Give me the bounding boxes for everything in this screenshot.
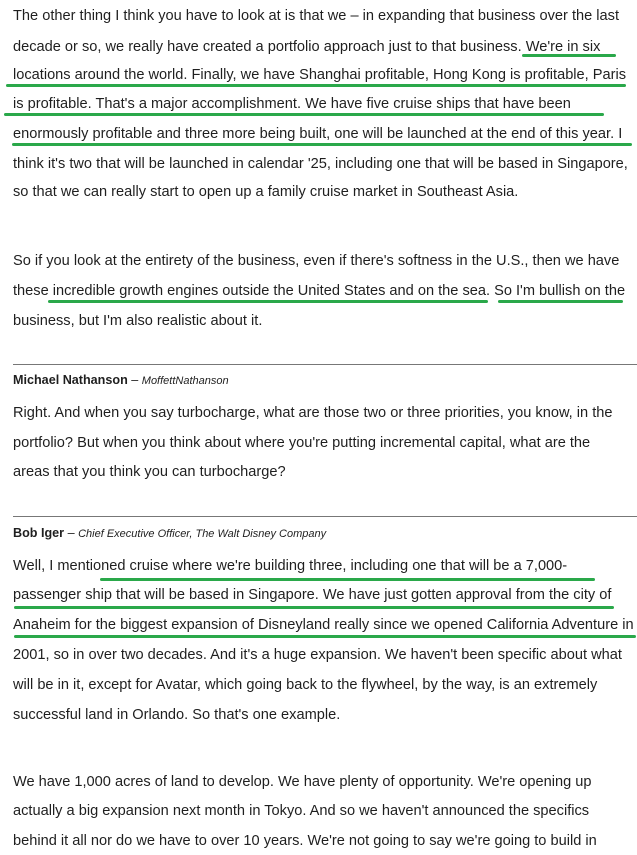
- highlight-underline: [14, 635, 636, 638]
- text-line: enormously profitable and three more being built, one will be launched at the end of this year. I: [13, 126, 623, 142]
- speaker-header: [13, 526, 326, 540]
- text-line: successful land in Orlando. So that's one example.: [13, 707, 341, 723]
- text-line: will be in it, except for Avatar, which going back to the flywheel, by the way, is an extremely: [13, 677, 598, 693]
- speaker-name: Michael Nathanson: [13, 373, 128, 387]
- text-line: Well, I mentioned cruise where we're building three, including one that will be a 7,000-: [13, 558, 568, 574]
- text-line: business, but I'm also realistic about it.: [13, 313, 263, 329]
- highlight-underline: [4, 113, 604, 116]
- text-line: so that we can really start to open up a family cruise market in Southeast Asia.: [13, 184, 519, 200]
- speaker-affiliation: MoffettNathanson: [141, 375, 229, 387]
- highlight-underline: [522, 54, 616, 57]
- speaker-header: [13, 373, 229, 387]
- speaker-affiliation: Chief Executive Officer, The Walt Disney Company: [78, 528, 327, 540]
- text-line: areas that you think you can turbocharge?: [13, 464, 286, 480]
- text-line: So if you look at the entirety of the business, even if there's softness in the U.S., then we have: [13, 253, 620, 269]
- text-line: these incredible growth engines outside the United States and on the sea. So I'm bullish on the: [13, 283, 626, 299]
- section-divider: [13, 364, 637, 365]
- text-line: decade or so, we really have created a portfolio approach just to that business. We're in six: [13, 39, 601, 55]
- highlight-underline: [48, 300, 488, 303]
- text-line: Anaheim for the biggest expansion of Disneyland really since we opened California Adventure in: [13, 617, 634, 633]
- text-line: The other thing I think you have to look at is that we – in expanding that business over the last: [13, 8, 620, 24]
- highlight-underline: [12, 143, 632, 146]
- speaker-separator: –: [127, 373, 142, 387]
- text-line: is profitable. That's a major accomplishment. We have five cruise ships that have been: [13, 96, 571, 112]
- highlight-underline: [6, 84, 626, 87]
- highlight-underline: [498, 300, 623, 303]
- speaker-name: Bob Iger: [13, 526, 65, 540]
- text-line: We have 1,000 acres of land to develop. We have plenty of opportunity. We're opening up: [13, 774, 592, 790]
- text-line: locations around the world. Finally, we have Shanghai profitable, Hong Kong is profitable, Paris: [13, 67, 627, 83]
- text-line: portfolio? But when you think about where you're putting incremental capital, what are the: [13, 435, 591, 451]
- text-line: actually a big expansion next month in Tokyo. And so we haven't announced the specifics: [13, 803, 590, 819]
- speaker-separator: –: [64, 526, 79, 540]
- text-line: think it's two that will be launched in calendar '25, including one that will be based in Singapore,: [13, 156, 628, 172]
- text-line: 2001, so in over two decades. And it's a huge expansion. We haven't been specific about what: [13, 647, 622, 663]
- highlight-underline: [100, 578, 595, 581]
- text-line: Right. And when you say turbocharge, what are those two or three priorities, you know, in the: [13, 405, 613, 421]
- text-line: passenger ship that will be based in Singapore. We have just gotten approval from the city of: [13, 587, 612, 603]
- highlight-underline: [14, 606, 614, 609]
- section-divider: [13, 516, 637, 517]
- text-line: behind it all nor do we have to over 10 years. We're not going to say we're going to build in: [13, 833, 597, 849]
